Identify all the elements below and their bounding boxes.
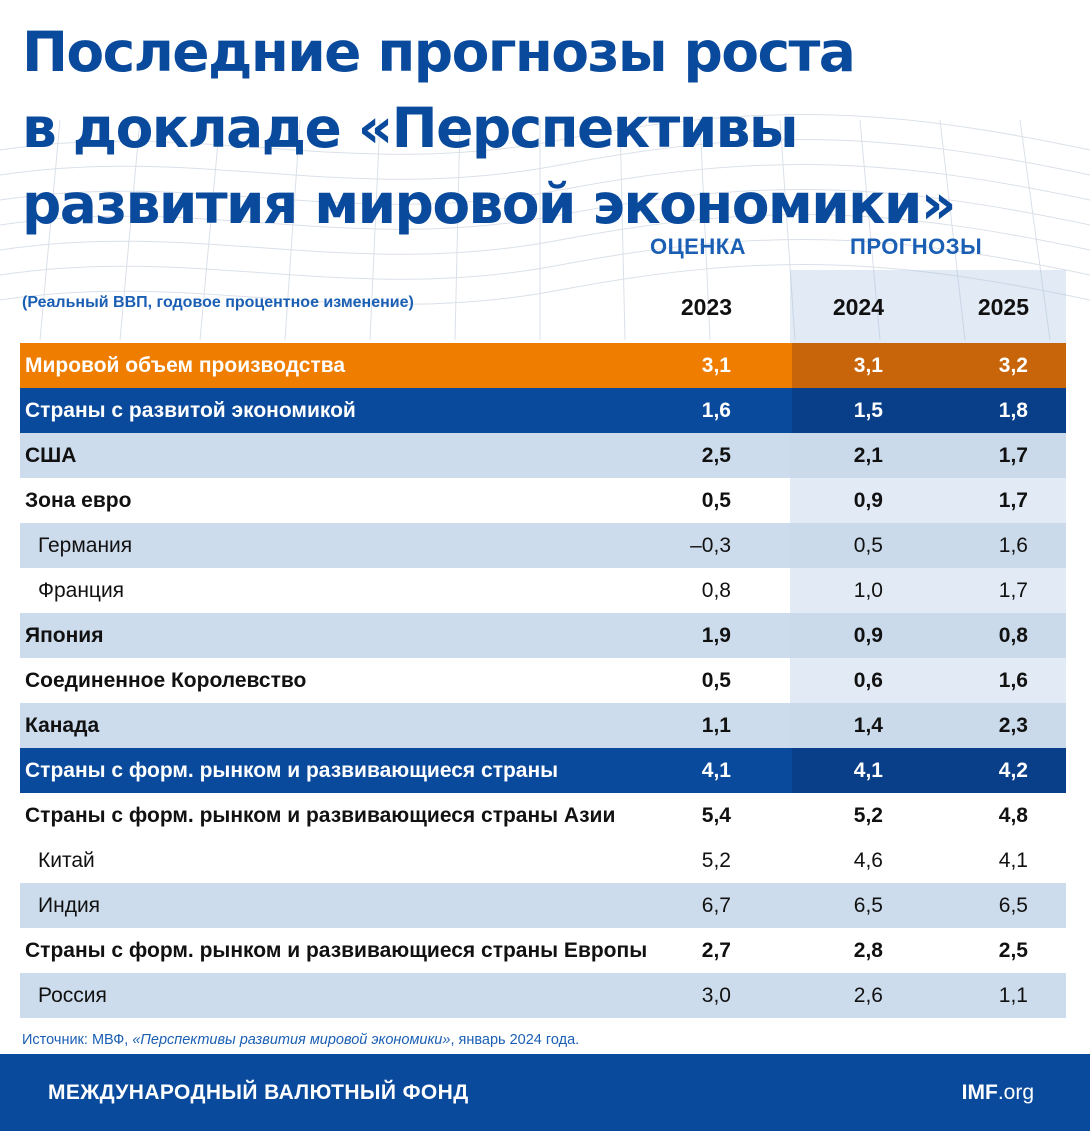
table-row-group [20, 748, 1066, 793]
value-2023: 1,1 [701, 714, 731, 737]
row-label: Германия [38, 534, 133, 557]
value-2023: 3,0 [701, 984, 731, 1007]
table-row [20, 883, 1066, 928]
value-2025: 2,5 [998, 939, 1028, 962]
source-report-title: «Перспективы развития мировой экономики» [132, 1032, 451, 1048]
value-2025: 2,3 [998, 714, 1028, 737]
table-subtitle: (Реальный ВВП, годовое процентное изменение) [22, 294, 414, 311]
value-2023: 2,7 [701, 939, 731, 962]
value-2025: 0,8 [998, 624, 1028, 647]
table-row [20, 658, 1066, 703]
value-2025: 1,8 [998, 399, 1028, 422]
value-2024: 0,9 [853, 624, 883, 647]
table-row-group [20, 388, 1066, 433]
table-row [20, 793, 1066, 838]
year-header-2025: 2025 [977, 294, 1029, 320]
row-label: Страны с развитой экономикой [25, 399, 356, 422]
row-label: Страны с форм. рынком и развивающиеся страны Европы [25, 939, 648, 962]
row-label: Россия [38, 984, 107, 1007]
footer-org-name: МЕЖДУНАРОДНЫЙ ВАЛЮТНЫЙ ФОНД [48, 1081, 469, 1104]
value-2025: 4,2 [998, 759, 1028, 782]
table-row [20, 433, 1066, 478]
table-row [20, 973, 1066, 1018]
table-row [20, 478, 1066, 523]
value-2023: 1,6 [701, 399, 731, 422]
value-2023: 2,5 [701, 444, 731, 467]
value-2023: 0,5 [701, 669, 731, 692]
value-2025: 1,6 [998, 534, 1028, 557]
row-label: Страны с форм. рынком и развивающиеся страны [25, 759, 559, 782]
value-2024: 1,5 [853, 399, 883, 422]
source-note [22, 1032, 579, 1048]
value-2023: 4,1 [701, 759, 731, 782]
row-label: Япония [25, 624, 104, 647]
value-2025: 4,1 [998, 849, 1028, 872]
title-line: в докладе «Перспективы [22, 96, 797, 160]
forecasts-header: ПРОГНОЗЫ [850, 234, 983, 259]
table-row [20, 523, 1066, 568]
value-2025: 3,2 [998, 354, 1028, 377]
source-prefix: Источник: МВФ, [22, 1032, 133, 1048]
growth-table [20, 343, 1066, 1018]
value-2023: 0,8 [701, 579, 731, 602]
site-rest: .org [997, 1081, 1034, 1104]
year-header-2024: 2024 [832, 294, 884, 320]
footer-bar [0, 1054, 1090, 1131]
value-2024: 2,8 [853, 939, 883, 962]
value-2025: 4,8 [998, 804, 1028, 827]
row-label: Зона евро [25, 489, 132, 512]
value-2024: 6,5 [853, 894, 883, 917]
row-label: Индия [38, 894, 101, 917]
value-2023: 0,5 [701, 489, 731, 512]
value-2023: –0,3 [690, 534, 731, 557]
row-label: Мировой объем производства [25, 354, 346, 377]
value-2024: 0,6 [853, 669, 883, 692]
value-2025: 1,7 [998, 444, 1028, 467]
source-suffix: , январь 2024 года. [450, 1032, 580, 1048]
row-label: США [25, 444, 77, 467]
table-row [20, 613, 1066, 658]
value-2024: 1,4 [853, 714, 883, 737]
row-label: Канада [25, 714, 100, 737]
row-label: Соединенное Королевство [25, 669, 307, 692]
footer-site-link[interactable] [962, 1054, 1034, 1131]
table-row [20, 568, 1066, 613]
table-row-world [20, 343, 1066, 388]
table-row [20, 703, 1066, 748]
row-label: Франция [38, 579, 125, 602]
value-2023: 5,2 [701, 849, 731, 872]
title-line: развития мировой экономики» [22, 172, 955, 236]
value-2024: 4,6 [853, 849, 883, 872]
value-2024: 3,1 [853, 354, 883, 377]
value-2024: 1,0 [853, 579, 883, 602]
value-2025: 1,7 [998, 579, 1028, 602]
value-2025: 6,5 [998, 894, 1028, 917]
value-2023: 1,9 [701, 624, 731, 647]
table-row [20, 928, 1066, 973]
value-2023: 6,7 [701, 894, 731, 917]
value-2023: 3,1 [701, 354, 731, 377]
value-2024: 2,6 [853, 984, 883, 1007]
value-2025: 1,7 [998, 489, 1028, 512]
site-bold: IMF [961, 1081, 998, 1104]
page-title [22, 14, 1082, 242]
title-line: Последние прогнозы роста [22, 20, 855, 84]
table-row [20, 838, 1066, 883]
row-label: Китай [38, 849, 95, 872]
value-2024: 0,5 [853, 534, 883, 557]
value-2025: 1,6 [998, 669, 1028, 692]
value-2024: 4,1 [853, 759, 883, 782]
estimate-header: ОЦЕНКА [650, 234, 747, 259]
value-2023: 5,4 [701, 804, 731, 827]
value-2024: 5,2 [853, 804, 883, 827]
value-2024: 2,1 [853, 444, 883, 467]
year-header-2023: 2023 [680, 294, 732, 320]
row-label: Страны с форм. рынком и развивающиеся страны Азии [25, 804, 616, 827]
value-2025: 1,1 [998, 984, 1028, 1007]
value-2024: 0,9 [853, 489, 883, 512]
